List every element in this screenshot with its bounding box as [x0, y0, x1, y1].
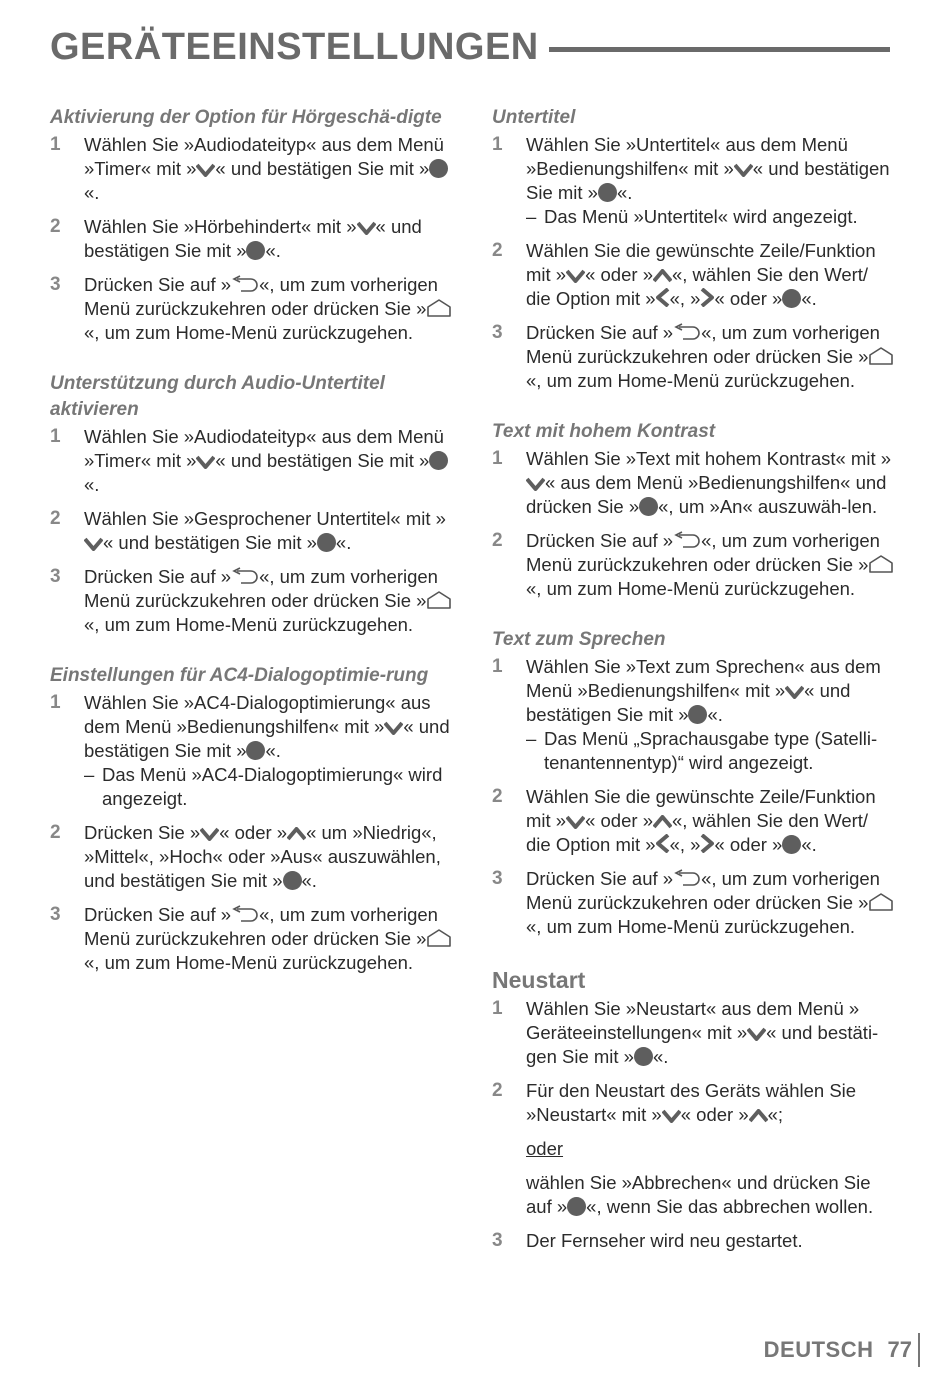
page-number: 77 — [887, 1337, 912, 1362]
step — [50, 565, 462, 637]
step-text: «, um zum vorherigen Menü zurückzukehren oder drücken Sie » — [84, 904, 438, 949]
left-column — [50, 105, 462, 1001]
step-number: 1 — [492, 998, 503, 1019]
step-text: «, um zum vorherigen Menü zurückzukehren oder drücken Sie » — [84, 566, 438, 611]
step-number: 1 — [50, 426, 61, 447]
step-text: Der Fernseher wird neu gestartet. — [526, 1230, 803, 1251]
header-rule — [549, 47, 890, 52]
home-icon — [868, 555, 894, 573]
step-text: «, wenn Sie das abbrechen wollen. — [586, 1196, 874, 1217]
step-text: «, um zum Home-Menü zurückzugehen. — [526, 916, 856, 937]
arrow-up-icon — [749, 1109, 768, 1123]
step-text: Wählen Sie »Text zum Sprechen« aus dem Menü »Bedienungshilfen« mit » — [526, 656, 881, 701]
step-text: « oder » — [714, 288, 783, 309]
back-icon — [231, 567, 259, 585]
step-text: «, um zum Home-Menü zurückzugehen. — [526, 370, 856, 391]
step-number: 3 — [50, 274, 61, 295]
step-text: « oder » — [219, 822, 288, 843]
section-sprechen — [492, 627, 897, 939]
or-label: oder — [526, 1138, 564, 1159]
step-text: «. — [707, 704, 723, 725]
home-icon — [426, 591, 452, 609]
step-number: 3 — [492, 322, 503, 343]
step-text: Für den Neustart des Geräts wählen Sie »Neustart« mit » — [526, 1080, 857, 1125]
step-number: 1 — [492, 656, 503, 677]
step-text: «, um zum Home-Menü zurückzugehen. — [84, 614, 414, 635]
arrow-left-icon — [656, 288, 670, 307]
step-text: Drücken Sie » — [84, 822, 201, 843]
step-text: «, um zum Home-Menü zurückzugehen. — [526, 578, 856, 599]
step-text: «. — [801, 288, 817, 309]
arrow-down-icon — [384, 721, 403, 735]
step — [492, 867, 897, 939]
sub-note: – Das Menü »AC4-Dialogoptimierung« wird angezeigt. — [84, 763, 462, 811]
footer-language: DEUTSCH — [763, 1337, 874, 1362]
section-title: Text mit hohem Kontrast — [492, 421, 716, 442]
step — [492, 785, 897, 857]
step-text: «. — [652, 1046, 669, 1067]
section-title: Text zum Sprechen — [492, 629, 666, 650]
step-text: «, um zum vorherigen Menü zurückzukehren oder drücken Sie » — [84, 274, 438, 319]
step — [492, 133, 897, 229]
step-text: « oder » — [585, 264, 653, 285]
home-icon — [868, 347, 894, 365]
step-text: « und bestätigen Sie mit » — [215, 450, 430, 471]
step — [50, 691, 462, 811]
step-number: 2 — [50, 508, 61, 529]
step-text: «, um zum vorherigen Menü zurückzukehren oder drücken Sie » — [526, 868, 880, 913]
step — [492, 447, 897, 519]
ok-button-icon — [283, 871, 302, 890]
back-icon — [231, 275, 259, 293]
arrow-down-icon — [526, 477, 545, 491]
back-icon — [673, 869, 701, 887]
step-text: « um »Niedrig«, »Mittel«, »Hoch« oder »Aus« auszuwählen, und bestätigen Sie mit » — [84, 822, 441, 891]
section-kontrast — [492, 419, 897, 601]
sub-note-text: Das Menü »AC4-Dialogoptimierung« wird angezeigt. — [102, 764, 443, 809]
step-number: 2 — [50, 216, 61, 237]
step-text: « und bestäti-gen Sie mit » — [526, 1022, 879, 1067]
arrow-down-icon — [196, 163, 215, 177]
step-number: 2 — [492, 530, 503, 551]
ok-button-icon — [782, 289, 801, 308]
step — [492, 1079, 897, 1219]
ok-button-icon — [246, 741, 265, 760]
step-number: 3 — [50, 904, 61, 925]
step-number: 2 — [492, 1080, 503, 1101]
step-text: Wählen Sie »Hörbehindert« mit » — [84, 216, 357, 237]
ok-button-icon — [598, 183, 617, 202]
step-text: «. — [265, 740, 281, 761]
step-text: «, um zum Home-Menü zurückzugehen. — [84, 322, 414, 343]
step — [50, 425, 462, 497]
step-text: « oder » — [585, 810, 653, 831]
step-text: Wählen Sie die gewünschte Zeile/Funktion mit » — [526, 240, 876, 285]
section-neustart — [492, 965, 897, 1253]
section-title: Aktivierung der Option für Hörgeschä-digte — [50, 107, 442, 128]
step-number: 3 — [492, 868, 503, 889]
section-hoerbehindert — [50, 105, 462, 345]
ok-button-icon — [317, 533, 336, 552]
step — [492, 321, 897, 393]
page-header — [50, 22, 890, 72]
step-text: Drücken Sie auf » — [526, 868, 674, 889]
step-text: Drücken Sie auf » — [526, 322, 674, 343]
page-title: GERÄTEEINSTELLUNGEN — [50, 25, 539, 68]
step-number: 2 — [492, 240, 503, 261]
step-text: «, um zum Home-Menü zurückzugehen. — [84, 952, 414, 973]
section-title: Einstellungen für AC4-Dialogoptimie-rung — [50, 665, 429, 686]
step-text: «, » — [669, 834, 701, 855]
home-icon — [426, 929, 452, 947]
step-text: «, wählen Sie den Wert/ die Option mit » — [526, 810, 869, 855]
step-text: « oder » — [680, 1104, 749, 1125]
step-text: «. — [84, 474, 100, 495]
ok-button-icon — [567, 1197, 586, 1216]
right-column — [492, 105, 897, 1279]
step-text: «, um »An« auszuwäh-len. — [658, 496, 878, 517]
step-text: « und bestätigen Sie mit » — [84, 216, 422, 261]
step — [492, 529, 897, 601]
arrow-down-icon — [747, 1027, 766, 1041]
step-number: 3 — [50, 566, 61, 587]
step-text: «. — [84, 182, 100, 203]
arrow-down-icon — [566, 815, 585, 829]
arrow-up-icon — [653, 269, 672, 283]
step-text: wählen Sie »Abbrechen« und drücken Sie auf » — [526, 1172, 871, 1217]
step-number: 1 — [50, 134, 61, 155]
step-text: «. — [335, 532, 352, 553]
arrow-down-icon — [200, 827, 219, 841]
arrow-down-icon — [785, 685, 804, 699]
step — [492, 997, 897, 1069]
step — [50, 821, 462, 893]
ok-button-icon — [639, 497, 658, 516]
step-text: Wählen Sie »Untertitel« aus dem Menü »Bedienungshilfen« mit » — [526, 134, 848, 179]
sub-note-text: Das Menü „Sprachausgabe type (Satelli-tenantennentyp)“ wird angezeigt. — [544, 728, 878, 773]
step-number: 2 — [50, 822, 61, 843]
home-icon — [868, 893, 894, 911]
step-text: Wählen Sie »Text mit hohem Kontrast« mit » — [526, 448, 892, 469]
step-text: «, um zum vorherigen Menü zurückzukehren oder drücken Sie » — [526, 322, 880, 367]
step-text: « und bestätigen Sie mit » — [526, 158, 890, 203]
step-text: Wählen Sie »Audiodateityp« aus dem Menü »Timer« mit » — [84, 134, 444, 179]
arrow-right-icon — [700, 834, 714, 853]
sub-note-text: Das Menü »Untertitel« wird angezeigt. — [544, 206, 858, 227]
ok-button-icon — [688, 705, 707, 724]
arrow-left-icon — [656, 834, 670, 853]
section-untertitel — [492, 105, 897, 393]
step-number: 3 — [492, 1230, 503, 1251]
step — [492, 239, 897, 311]
arrow-down-icon — [734, 163, 753, 177]
back-icon — [673, 531, 701, 549]
ok-button-icon — [246, 241, 265, 260]
section-heading: Neustart — [492, 967, 586, 993]
step — [50, 273, 462, 345]
ok-button-icon — [782, 835, 801, 854]
arrow-down-icon — [566, 269, 585, 283]
step-text: « und bestätigen Sie mit » — [526, 680, 851, 725]
step-number: 1 — [492, 448, 503, 469]
step-text: Wählen Sie »Gesprochener Untertitel« mit » — [84, 508, 446, 529]
home-icon — [426, 299, 452, 317]
arrow-right-icon — [700, 288, 714, 307]
back-icon — [231, 905, 259, 923]
step-text: «. — [801, 834, 817, 855]
arrow-up-icon — [287, 827, 306, 841]
sub-note: – Das Menü „Sprachausgabe type (Satelli-tenantennentyp)“ wird angezeigt. — [526, 727, 897, 775]
section-audio-untertitel — [50, 371, 462, 637]
step — [50, 507, 462, 555]
ok-button-icon — [429, 451, 448, 470]
step-text: «, um zum vorherigen Menü zurückzukehren oder drücken Sie » — [526, 530, 880, 575]
arrow-down-icon — [357, 221, 376, 235]
step-number: 1 — [492, 134, 503, 155]
arrow-down-icon — [84, 537, 103, 551]
step-text: « und bestätigen Sie mit » — [84, 716, 450, 761]
step-text: «, wählen Sie den Wert/ die Option mit » — [526, 264, 869, 309]
step-text: «. — [265, 240, 281, 261]
step-text: Wählen Sie »AC4-Dialogoptimierung« aus dem Menü »Bedienungshilfen« mit » — [84, 692, 431, 737]
step-text: « und bestätigen Sie mit » — [103, 532, 317, 553]
step-text: « und bestätigen Sie mit » — [215, 158, 430, 179]
step-text: Wählen Sie »Neustart« aus dem Menü » Geräteeinstellungen« mit » — [526, 998, 860, 1043]
arrow-down-icon — [662, 1109, 681, 1123]
page-footer — [764, 1330, 920, 1370]
step-text: Drücken Sie auf » — [84, 904, 232, 925]
step-text: Drücken Sie auf » — [84, 274, 232, 295]
step — [492, 1229, 897, 1253]
step-text: Wählen Sie »Audiodateityp« aus dem Menü »Timer« mit » — [84, 426, 444, 471]
step — [50, 903, 462, 975]
section-title: Unterstützung durch Audio-Untertitel aktivieren — [50, 373, 385, 420]
step-text: Wählen Sie die gewünschte Zeile/Funktion mit » — [526, 786, 876, 831]
step — [50, 215, 462, 263]
footer-bar — [918, 1333, 920, 1367]
arrow-up-icon — [653, 815, 672, 829]
step-text: « aus dem Menü »Bedienungshilfen« und drücken Sie » — [526, 472, 887, 517]
step-number: 2 — [492, 786, 503, 807]
back-icon — [673, 323, 701, 341]
arrow-down-icon — [196, 455, 215, 469]
step — [492, 655, 897, 775]
step-text: « oder » — [714, 834, 783, 855]
step-text: Drücken Sie auf » — [84, 566, 232, 587]
section-title: Untertitel — [492, 107, 576, 128]
step-text: «, » — [669, 288, 701, 309]
step-text: Drücken Sie auf » — [526, 530, 674, 551]
step-text: «. — [616, 182, 633, 203]
sub-note: – Das Menü »Untertitel« wird angezeigt. — [526, 206, 858, 227]
step — [50, 133, 462, 205]
step-number: 1 — [50, 692, 61, 713]
ok-button-icon — [429, 159, 448, 178]
ok-button-icon — [634, 1047, 653, 1066]
section-ac4 — [50, 663, 462, 975]
step-text: «. — [301, 870, 317, 891]
step-text: «; — [767, 1104, 784, 1125]
